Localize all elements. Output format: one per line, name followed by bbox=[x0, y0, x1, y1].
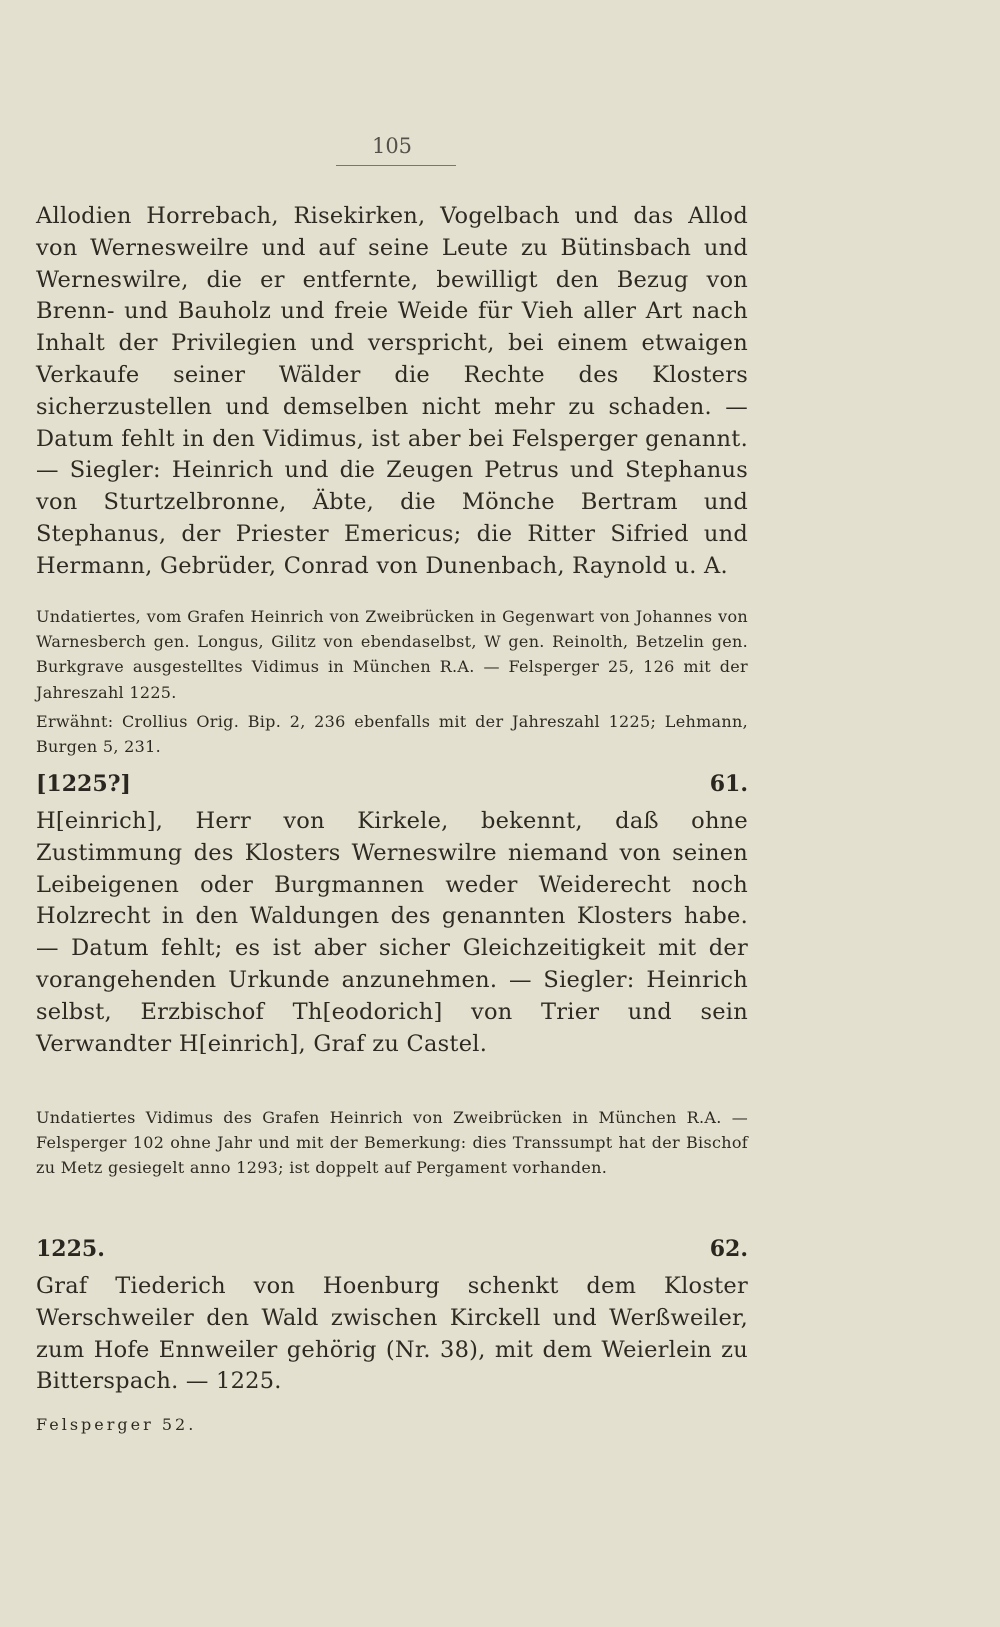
entry-61-date: [1225?] bbox=[36, 771, 131, 797]
page bbox=[36, 0, 748, 1627]
intro-paragraph: Allodien Horrebach, Risekirken, Vogelbach und das Allod von Wernesweilre und auf seine Leute zu Bütinsbach und Werneswilre, die er entfernte, bewilligt den Bezug von Brenn- und Bauholz und freie Weide für Vieh aller Art nach Inhalt der Privilegien und verspricht, bei einem etwaigen Verkaufe seiner Wälder die Rechte des Klosters sicherzustellen und demselben nicht mehr zu schaden. — Datum fehlt in den Vidimus, ist aber bei Felsperger genannt. — Siegler: Heinrich und die Zeugen Petrus und Stephanus von Sturtzelbronne, Äbte, die Mönche Bertram und Stephanus, der Priester Emericus; die Ritter Sifried und Hermann, Gebrüder, Conrad von Dunenbach, Raynold u. A. bbox=[36, 203, 748, 579]
entry-62-number: 62. bbox=[709, 1236, 748, 1262]
entry-61-header bbox=[36, 771, 748, 801]
entry-62-note: Felsperger 52. bbox=[36, 1415, 197, 1434]
entry-61-number: 61. bbox=[709, 771, 748, 797]
intro-mention: Erwähnt: Crollius Orig. Bip. 2, 236 ebenfalls mit der Jahreszahl 1225; Lehmann, Burgen 5, 231. bbox=[36, 712, 748, 757]
intro-note: Undatiertes, vom Grafen Heinrich von Zweibrücken in Gegenwart von Johannes von Warnesberch gen. Longus, Gilitz von ebendaselbst, W gen. Reinolth, Betzelin gen. Burkgrave ausgestelltes Vidimus in München R.A. — Felsperger 25, 126 mit der Jahreszahl 1225. bbox=[36, 607, 748, 702]
page-number: 105 bbox=[371, 134, 413, 158]
entry-62-header bbox=[36, 1236, 748, 1266]
entry-62-text: Graf Tiederich von Hoenburg schenkt dem Kloster Werschweiler den Wald zwischen Kirckell und Werßweiler, zum Hofe Ennweiler gehörig (Nr. 38), mit dem Weierlein zu Bitterspach. — 1225. bbox=[36, 1273, 748, 1395]
entry-62-date: 1225. bbox=[36, 1236, 105, 1262]
entry-61-text: H[einrich], Herr von Kirkele, bekennt, daß ohne Zustimmung des Klosters Werneswilre niemand von seinen Leibeigenen oder Burgmannen weder Weiderecht noch Holzrecht in den Waldungen des genannten Klosters habe. — Datum fehlt; es ist aber sicher Gleichzeitigkeit mit der vorangehenden Urkunde anzunehmen. — Siegler: Heinrich selbst, Erzbischof Th[eodorich] von Trier und sein Verwandter H[einrich], Graf zu Castel. bbox=[36, 808, 748, 1057]
entry-61-note: Undatiertes Vidimus des Grafen Heinrich von Zweibrücken in München R.A. — Felsperger 102 ohne Jahr und mit der Bemerkung: dies Transsumpt hat der Bischof zu Metz gesiegelt anno 1293; ist doppelt auf Pergament vorhanden. bbox=[36, 1108, 748, 1178]
page-number-rule bbox=[336, 165, 456, 166]
